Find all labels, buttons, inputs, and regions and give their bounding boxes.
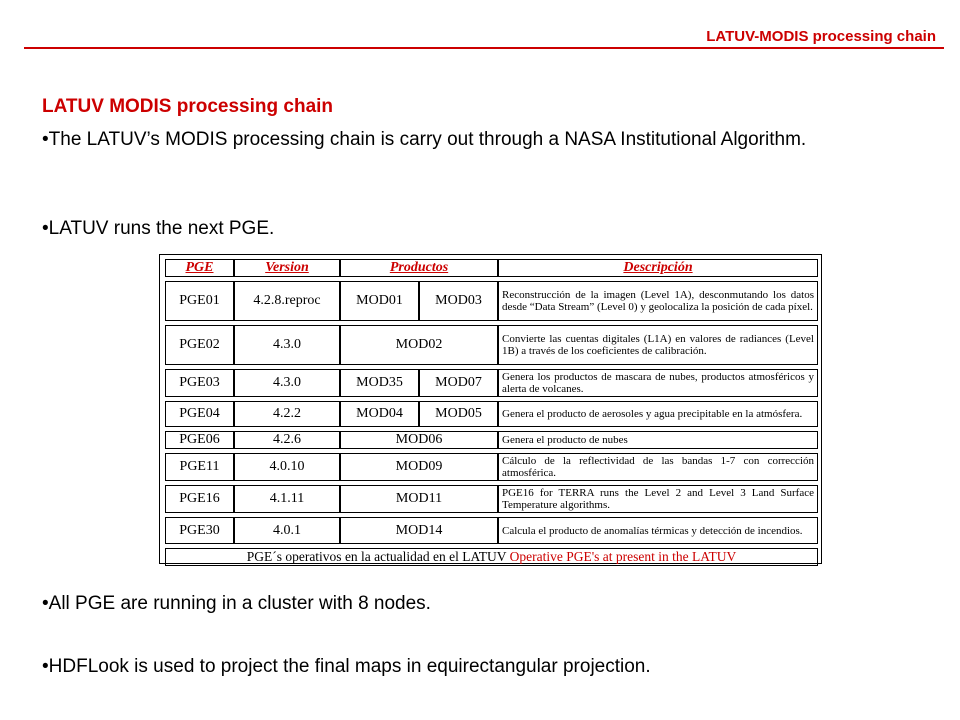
table-row <box>165 431 818 449</box>
bullet-cluster: •All PGE are running in a cluster with 8 nodes. <box>42 593 431 614</box>
table-row <box>165 369 818 397</box>
row-product: MOD09 <box>340 453 498 481</box>
caption-spanish: PGE´s operativos en la actualidad en el LATUV <box>246 549 507 564</box>
header-descripcion: Descripción <box>498 259 818 277</box>
row-product: MOD11 <box>340 485 498 513</box>
section-title: LATUV MODIS processing chain <box>42 96 334 117</box>
row-product: MOD05 <box>419 401 498 427</box>
bullet-runs-pge: •LATUV runs the next PGE. <box>42 218 275 239</box>
header-divider <box>24 47 944 49</box>
row-product: MOD01 <box>340 281 419 321</box>
row-product: MOD06 <box>340 431 498 449</box>
row-description: Genera los productos de mascara de nubes, productos atmosféricos y alerta de volcanes. <box>498 369 818 397</box>
table-row <box>165 325 818 365</box>
table-row <box>165 453 818 481</box>
row-pge: PGE06 <box>165 431 234 449</box>
row-description: Calcula el producto de anomalías térmicas y detección de incendios. <box>498 517 818 544</box>
row-description: Genera el producto de aerosoles y agua precipitable en la atmósfera. <box>498 401 818 427</box>
row-product: MOD07 <box>419 369 498 397</box>
row-version: 4.2.8.reproc <box>234 281 340 321</box>
row-description: Cálculo de la reflectividad de las bandas 1-7 con corrección atmosférica. <box>498 453 818 481</box>
table-footer-row <box>165 548 818 566</box>
row-pge: PGE03 <box>165 369 234 397</box>
header-pge: PGE <box>165 259 234 277</box>
row-version: 4.2.6 <box>234 431 340 449</box>
row-product: MOD04 <box>340 401 419 427</box>
table-row <box>165 401 818 427</box>
row-description: Genera el producto de nubes <box>498 431 818 449</box>
row-version: 4.3.0 <box>234 369 340 397</box>
row-version: 4.3.0 <box>234 325 340 365</box>
row-version: 4.0.1 <box>234 517 340 544</box>
row-description: PGE16 for TERRA runs the Level 2 and Level 3 Land Surface Temperature algorithms. <box>498 485 818 513</box>
table-row <box>165 517 818 544</box>
row-version: 4.1.11 <box>234 485 340 513</box>
row-product: MOD02 <box>340 325 498 365</box>
header-productos: Productos <box>340 259 498 277</box>
row-pge: PGE04 <box>165 401 234 427</box>
row-description: Reconstrucción de la imagen (Level 1A), desconmutando los datos desde “Data Stream” (Level 0) y geolocaliza la posición de cada píxel. <box>498 281 818 321</box>
pge-table-frame <box>159 254 822 564</box>
table-caption <box>165 548 818 566</box>
bullet-processing-chain: •The LATUV’s MODIS processing chain is carry out through a NASA Institutional Algorithm. <box>42 129 807 150</box>
row-description: Convierte las cuentas digitales (L1A) en valores de radiances (Level 1B) a través de los coeficientes de calibración. <box>498 325 818 365</box>
bullet-hdflook: •HDFLook is used to project the final maps in equirectangular projection. <box>42 656 651 677</box>
row-product: MOD14 <box>340 517 498 544</box>
table-header-row <box>165 259 818 277</box>
row-product: MOD03 <box>419 281 498 321</box>
row-pge: PGE30 <box>165 517 234 544</box>
row-pge: PGE11 <box>165 453 234 481</box>
pge-table <box>165 255 818 570</box>
row-product: MOD35 <box>340 369 419 397</box>
row-pge: PGE16 <box>165 485 234 513</box>
row-version: 4.0.10 <box>234 453 340 481</box>
table-row <box>165 281 818 321</box>
table-row <box>165 485 818 513</box>
row-pge: PGE02 <box>165 325 234 365</box>
header-title: LATUV-MODIS processing chain <box>706 28 936 45</box>
row-version: 4.2.2 <box>234 401 340 427</box>
header-version: Version <box>234 259 340 277</box>
row-pge: PGE01 <box>165 281 234 321</box>
caption-english: Operative PGE's at present in the LATUV <box>509 549 737 564</box>
